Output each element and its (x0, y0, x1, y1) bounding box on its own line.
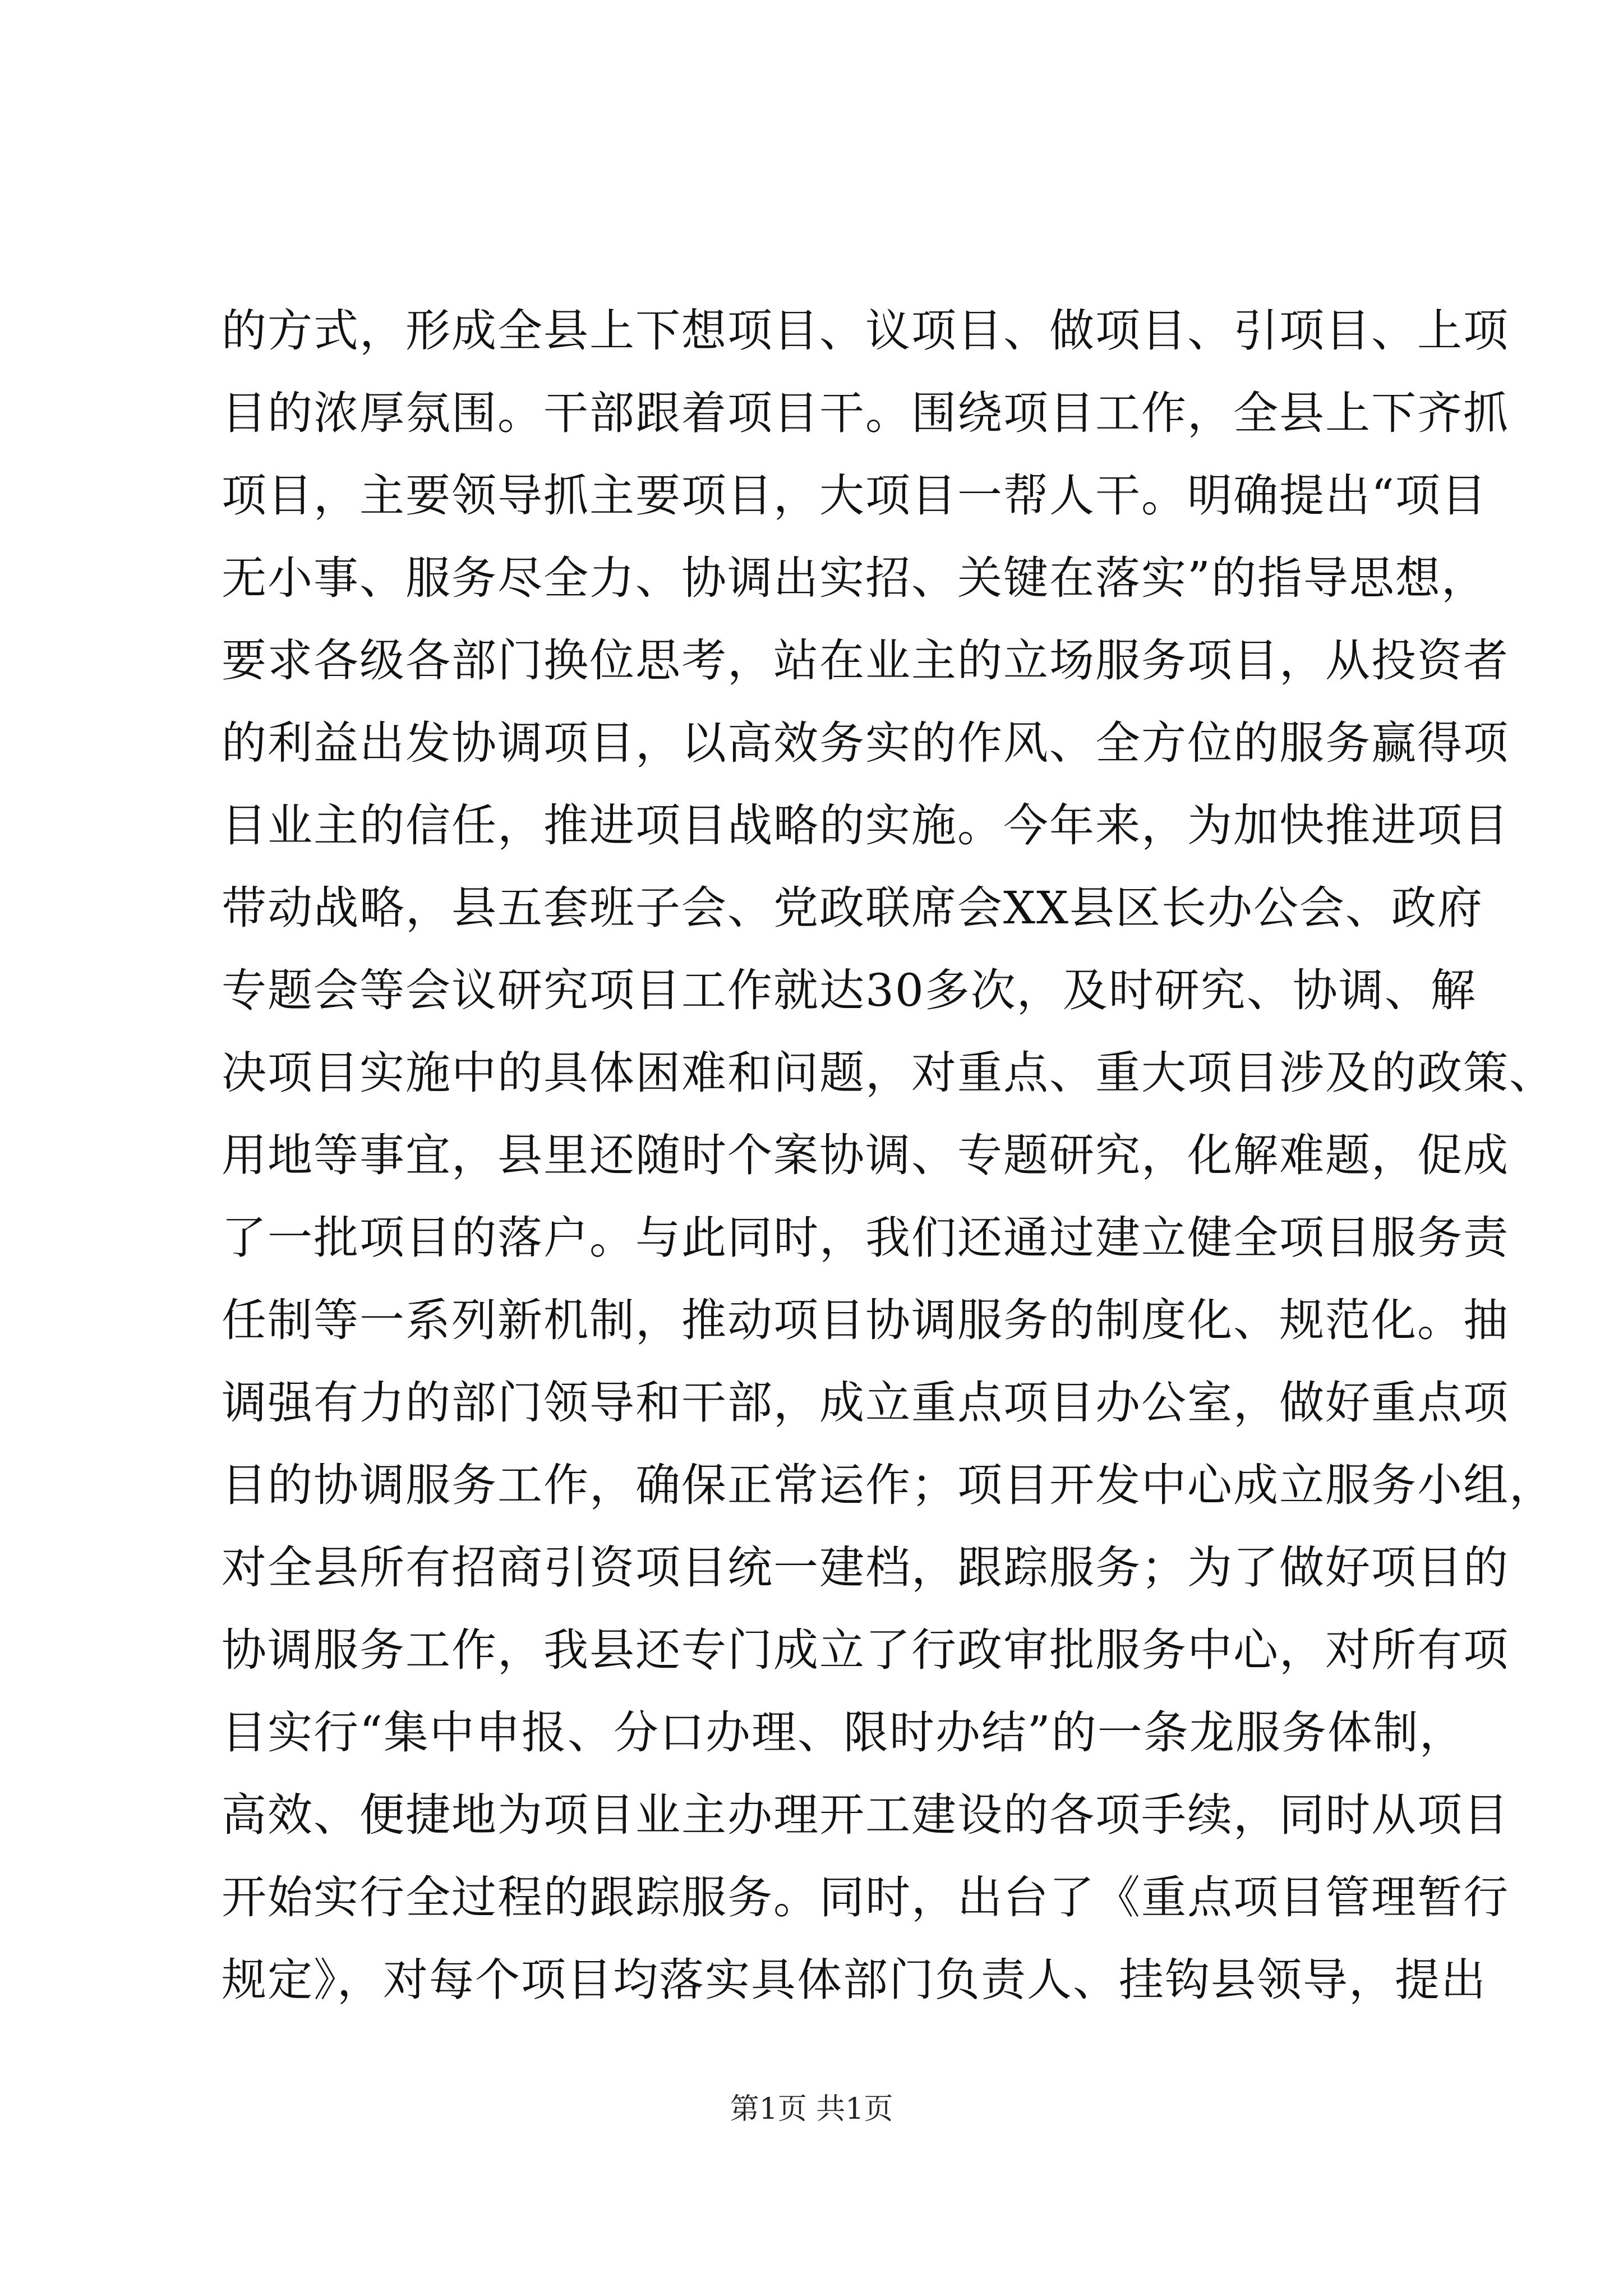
text-line: 的方式，形成全县上下想项目、议项目、做项目、引项目、上项 (222, 305, 1509, 357)
text-line: 目的浓厚氛围。干部跟着项目干。围绕项目工作，全县上下齐抓 (222, 387, 1509, 439)
text-line: 无小事、服务尽全力、协调出实招、关键在落实”的指导思想， (222, 552, 1487, 604)
text-line: 目实行“集中申报、分口办理、限时办结”的一条龙服务体制， (222, 1706, 1465, 1759)
text-line: 高效、便捷地为项目业主办理开工建设的各项手续，同时从项目 (222, 1789, 1509, 1841)
text-line: 任制等一系列新机制，推动项目协调服务的制度化、规范化。抽 (222, 1294, 1509, 1346)
text-line: 了一批项目的落户。与此同时，我们还通过建立健全项目服务责 (222, 1212, 1509, 1264)
text-line: 对全县所有招商引资项目统一建档，跟踪服务；为了做好项目的 (222, 1542, 1509, 1594)
text-line: 项目，主要领导抓主要项目，大项目一帮人干。明确提出“项目 (222, 470, 1487, 522)
text-line: 专题会等会议研究项目工作就达30多次，及时研究、协调、解 (222, 964, 1477, 1016)
text-line: 用地等事宜，县里还随时个案协调、专题研究，化解难题，促成 (222, 1129, 1509, 1181)
text-line: 决项目实施中的具体困难和问题，对重点、重大项目涉及的政策、 (222, 1047, 1555, 1099)
text-line: 带动战略，县五套班子会、党政联席会XX县区长办公会、政府 (222, 882, 1483, 934)
text-line: 规定》，对每个项目均落实具体部门负责人、挂钩县领导，提出 (222, 1954, 1487, 2006)
text-line: 要求各级各部门换位思考，站在业主的立场服务项目，从投资者 (222, 634, 1509, 687)
text-line: 开始实行全过程的跟踪服务。同时，出台了《重点项目管理暂行 (222, 1871, 1509, 1924)
text-line: 协调服务工作，我县还专门成立了行政审批服务中心，对所有项 (222, 1624, 1509, 1676)
text-line: 目业主的信任，推进项目战略的实施。今年来，为加快推进项目 (222, 799, 1509, 852)
text-line: 的利益出发协调项目，以高效务实的作风、全方位的服务赢得项 (222, 717, 1509, 769)
text-line: 调强有力的部门领导和干部，成立重点项目办公室，做好重点项 (222, 1377, 1509, 1429)
text-line: 目的协调服务工作，确保正常运作；项目开发中心成立服务小组， (222, 1459, 1555, 1511)
page-footer: 第1页 共1页 (730, 2092, 893, 2126)
